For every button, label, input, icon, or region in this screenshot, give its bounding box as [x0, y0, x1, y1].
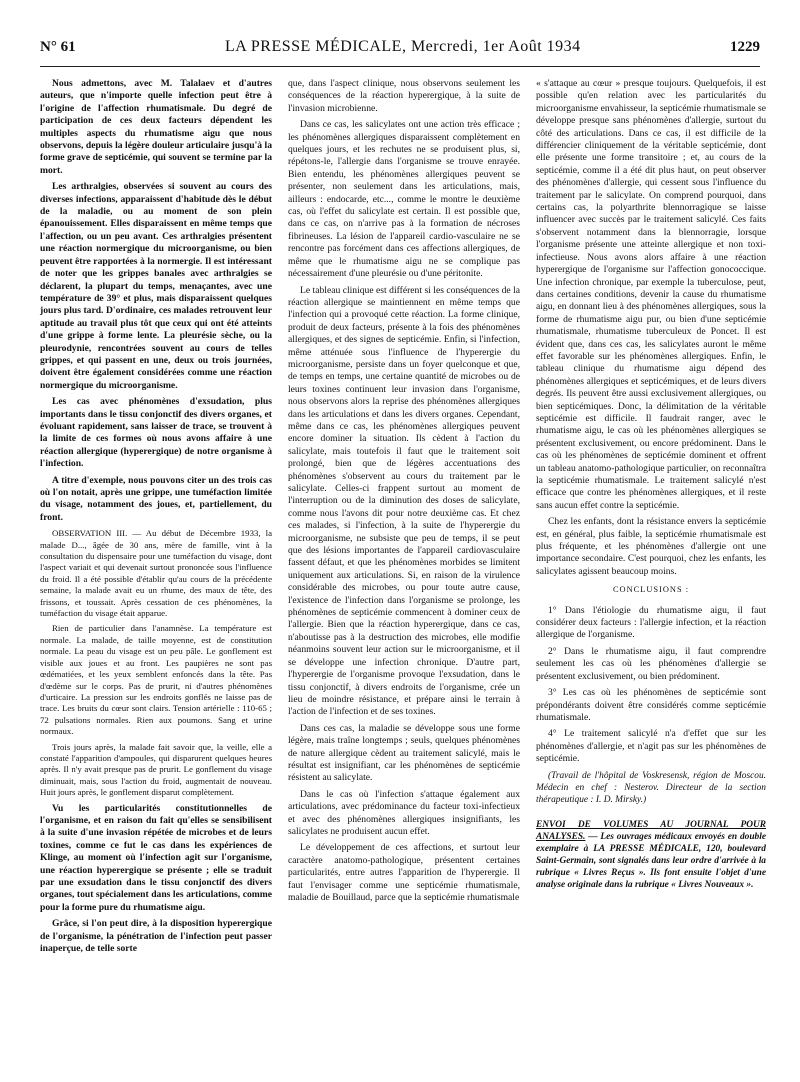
paragraph: Le développement de ces affections, et surtout leur caractère anatomo-pathologique, présentent certaines particularités, entre autres l'apparition de l'hyperergie. Il faut l'envisager comme une septicémie rhumatismale, maladie de Bouillaud, parce que la septicémie rhumatismale	[288, 842, 520, 903]
observation-paragraph: Trois jours après, la malade fait savoir que, la veille, elle a constaté l'apparition d'ampoules, qui disparurent quelques heures après. Il n'y avait presque pas de prurit. Le gonflement du visage diminuait, mais, sous l'action du froid, augmentait de nouveau. Huit jours après, le gonflement disparut complètement.	[40, 741, 272, 798]
notice-body: — Les ouvrages médicaux envoyés en double exemplaire à LA PRESSE MÉDICALE, 120, boulevard Saint-Germain, sont signalés dans leur ordre d'arrivée à la rubrique « Livres Reçus ». Ils font ensuite l'objet d'une analyse originale dans la rubrique « Livres Nouveaux ».	[536, 831, 766, 890]
observation-paragraph: OBSERVATION III. — Au début de Décembre 1933, la malade D..., âgée de 30 ans, mère de famille, vint à la consultation du dispensaire pour une tuméfaction du visage, dont l'aspect variait et qui devenait surtout prononcée sous l'influence du froid. Il a été possible d'établir qu'au cours de la précédente semaine, la malade avait eu un rhume, des maux de tête, des frissons, et toussait. Après cessation de ces phénomènes, la tuméfaction du visage était apparue.	[40, 528, 272, 619]
observation-block	[40, 528, 272, 798]
journal-title: LA PRESSE MÉDICALE, Mercredi, 1er Août 1934	[224, 38, 581, 55]
paragraph: Dans ce cas, les salicylates ont une action très efficace ; les phénomènes allergiques disparaissent complètement en quelques jours, et les rechutes ne se produisent plus, si, répétons-le, l'allergie dans l'organisme se trouve enrayée. Bien entendu, les phénomènes allergiques peuvent se présenter, non seulement dans les articulations, mais, ailleurs : endocarde, etc..., comme le montre le deuxième cas, où l'effet du salicylate est certain. Il est possible que, dans ce cas, on n'arrive pas à la formation de nécroses fibrineuses. La lésion de l'appareil cardio-vasculaire ne se rencontre pas forcément dans ces affections allergiques, de même que le rhumatisme aigu ne se complique pas nécessairement d'une pleurésie ou d'une péritonite.	[288, 119, 520, 280]
institution-signature: (Travail de l'hôpital de Voskresensk, région de Moscou. Médecin en chef : Nesterov. Directeur de la section thérapeutique : I. D. Mirsky.)	[536, 770, 766, 806]
observation-paragraph: Rien de particulier dans l'anamnèse. La température est normale. La malade, de taille moyenne, est de constitution normale. La peau du visage est un peu pâle. Le gonflement est visible aux joues et au front. Les paupières ne sont pas œdématiées, et les yeux semblent enfoncés dans la tête. Pas d'œdème sur le corps. Pas de prurit, ni d'autres phénomènes d'urticaire. La pression sur les endroits gonflés ne laisse pas de trace. Les bruits du cœur sont clairs. Tension artérielle : 110-65 ; 72 pulsations normales. Rien aux poumons. Sang et urine normaux.	[40, 623, 272, 737]
conclusion-item: 3° Les cas où les phénomènes de septicémie sont prépondérants doivent être considérés comme septicémie rhumatismale.	[536, 687, 766, 723]
paragraph: Dans ces cas, la maladie se développe sous une forme légère, mais traîne longtemps ; seuls, quelques phénomènes de nature allergique cèdent au traitement salicylé, mais le résultat est insignifiant, car les phénomènes de septicémie résistent au salicylate.	[288, 722, 520, 784]
issue-number: N° 61	[40, 39, 76, 55]
conclusion-item: 1° Dans l'étiologie du rhumatisme aigu, il faut considérer deux facteurs : l'allergie infection, et la réaction allergique de l'organisme.	[536, 604, 766, 641]
paragraph: Chez les enfants, dont la résistance envers la septicémie est, en général, plus faible, la septicémie rhumatismale est plus fréquente, et les phénomènes d'allergie ont une importance secondaire. C'est pourquoi, chez les enfants, les salicylates agissent beaucoup moins.	[536, 516, 766, 577]
paragraph: Les arthralgies, observées si souvent au cours des diverses infections, apparaissent d'habitude dès le début de la maladie, ou au moment de son plein épanouissement. Elles disparaissent en même temps que l'affection, ou un peu avant. Ces arthralgies présentent une réaction normergique du microorganisme, ou bien peuvent être rapportées à la normergie. Il est intéressant de noter que les grippes banales avec arthralgies se déclarent, la plupart du temps, menaçantes, avec une température de 39° et plus, mais disparaissent quelques jours plus tard. D'ordinaire, ces malades retrouvent leur aptitude au travail plus tôt que ceux qui ont été atteints d'une grippe à forme lente. La pleurésie sèche, ou la pleurodynie, rencontrées souvent au cours de telles grippes, et qui passent en une, deux ou trois journées, doivent être également considérées comme une réaction normergique du microorganisme.	[40, 181, 272, 391]
conclusion-item: 4° Le traitement salicylé n'a d'effet que sur les phénomènes d'allergie, et n'agit pas sur les phénomènes de septicémie.	[536, 728, 766, 765]
paragraph: « s'attaque au cœur » presque toujours. Quelquefois, il est possible qu'en relation avec les particularités du microorganisme envahisseur, la septicémie rhumatismale se développe presque sans phénomènes d'allergie, surtout du côté des articulations. Dans ce cas, il est difficile de la différencier cliniquement de la véritable septicémie, dont elle présente une forme transitoire ; et, au cours de la septicémie, comme il a été dit plus haut, on peut observer des phénomènes d'allergie, qui cessent sous l'influence du traitement par le salicylate. On comprend pourquoi, dans certains cas, la polyarthrite blennorragique se laisse influencer avec succès par le traitement salicylé. Ces faits s'observent notamment dans la blennorragie, lorsque l'organisme présente une atteinte allergique et non toxi-infectieuse. Nous avons alors affaire à une réaction hyperergique de l'organisme sur l'affection gonococcique. Une infection chronique, par exemple la tuberculose, peut, dans certaines conditions, devenir la cause du rhumatisme aigu, en donnant lieu à des phénomènes allergiques, sous la forme de rhumatisme aigu pur, ou bien d'une septicémie rhumatismale, rhumatisme tuberculeux de Poncet. Il est évident que, dans ces cas, les salicylates auront le même effet favorable sur les phénomènes allergiques. Enfin, le tableau clinique du rhumatisme aigu dépend des phénomènes allergiques et septicémiques, et de leurs divers degrés. Ils peuvent être aussi exclusivement allergiques, ou bien septicémiques. Donc, la délimitation de la véritable septicémie est difficile. Il faudrait ranger, avec le rhumatisme aigu, le cas où les phénomènes allergiques se présentent exclusivement, ou encore prédominent. Dans le cas où les phénomènes de septicémie dominent et offrent un tableau anatomo-pathologique particulier, on reconnaîtra la septicémie rhumatismale. Le traitement salicylé n'est efficace que contre les phénomènes allergiques, et il reste sans aucun effet contre la septicémie.	[536, 78, 766, 511]
page-header	[40, 38, 760, 67]
column-3	[536, 78, 766, 891]
column-2	[288, 78, 520, 908]
paragraph: Grâce, si l'on peut dire, à la disposition hyperergique de l'organisme, la pénétration de l'infection peut passer inaperçue, de telle sorte	[40, 918, 272, 955]
paragraph: que, dans l'aspect clinique, nous observons seulement les conséquences de la réaction hyperergique, à la suite de l'invasion microbienne.	[288, 78, 520, 114]
conclusion-item: 2° Dans le rhumatisme aigu, il faut comprendre seulement les cas où les phénomènes d'allergie se présentent exclusivement, ou bien prédominent.	[536, 645, 766, 682]
column-1	[40, 78, 272, 959]
paragraph: Dans le cas où l'infection s'attaque également aux articulations, avec prédominance du facteur toxi-infectieux et avec des phénomènes allergiques insignifiants, les salicylates ne produisent aucun effet.	[288, 788, 520, 837]
notice-title: ENVOI DE VOLUMES AU JOURNAL POUR ANALYSES.	[536, 819, 766, 842]
paragraph: Vu les particularités constitutionnelles de l'organisme, et en raison du fait qu'elles se sensibilisent à la suite d'une invasion répétée de microbes et de leurs toxines, comme ce fut le cas dans les expériences de Klinge, au moment où l'infection agit sur l'organisme, une réaction hyperergique se présente ; elle se traduit par une exsudation dans le tissu conjonctif des divers organes, tout spécialement dans les articulations, comme pour la forme pure du rhumatisme aigu.	[40, 802, 272, 913]
paragraph: A titre d'exemple, nous pouvons citer un des trois cas où l'on notait, après une grippe, une tuméfaction limitée du visage, notamment des joues, et, partiellement, du front.	[40, 474, 272, 523]
books-notice	[536, 819, 766, 891]
paragraph: Les cas avec phénomènes d'exsudation, plus importants dans le tissu conjonctif des divers organes, et évoluant rapidement, sans laisser de trace, se trouvent à la limite de ces formes où nous avons affaire à une réaction allergique (hyperergique) de notre organisme à l'infection.	[40, 396, 272, 470]
paragraph: Le tableau clinique est différent si les conséquences de la réaction allergique se maintiennent en même temps que l'infection qui a provoqué cette réaction. La forme clinique, produit de deux facteurs, présente à la fois des phénomènes allergiques, et des signes de septicémie. Enfin, si l'infection, même atténuée sous l'influence de l'hyperergie du microorganisme, persiste dans un foyer quelconque et que, de temps en temps, une certaine quantité de microbes ou de leurs toxines continuent leur invasion dans l'organisme, nous observons alors la reprise des phénomènes allergiques dans les articulations et dans les divers organes. Cependant, même dans ce cas, les phénomènes allergiques peuvent encore dominer la situation. Ils cèdent à l'action du salicylate, mais toutefois il faut que le traitement soit prolongé, bien que de légères accentuations des phénomènes s'observent au cours du traitement par le salicylate. Celles-ci frappent surtout au moment de l'interruption ou de la diminution des doses de salicylate, comme nous l'avons dit pour notre deuxième cas. Et chez ces malades, si l'infection, à la suite de l'hyperergie du microorganisme, ne subsiste que peu de temps, il se peut que des lésions importantes de l'appareil cardiovasculaire fassent défaut, et que les phénomènes morbides se limitent uniquement aux articulations. Si, en raison de la virulence considérable des microbes, ou pour toute autre cause, l'existence de l'infection dans l'organisme se prolonge, les phénomènes de septicémie commencent à dominer ceux de l'allergie. Bien que la réaction hyperergique, dans ce cas, n'aboutisse pas à la destruction des microbes, elle modifie néanmoins souvent leur action sur le microorganisme, et il se développe une infection chronique. D'autre part, l'hyperergie de l'organisme provoque l'exsudation, dans le tissu conjonctif, à divers endroits de l'organisme, crée un lieu de moindre résistance, et prépare ainsi le terrain à l'action de l'infection et de ses toxines.	[288, 284, 520, 718]
conclusions-heading: CONCLUSIONS :	[612, 585, 690, 595]
page-number: 1229	[729, 39, 760, 55]
paragraph: Nous admettons, avec M. Talalaev et d'autres auteurs, que n'importe quelle infection peut être à l'origine de l'affection rhumatismale. Du degré de participation de ces deux facteurs dépendent les multiples aspects du rhumatisme aigu que nous observons, depuis la légère douleur articulaire jusqu'à la forme grave de septicémie, qui souvent se termine par la mort.	[40, 78, 272, 176]
